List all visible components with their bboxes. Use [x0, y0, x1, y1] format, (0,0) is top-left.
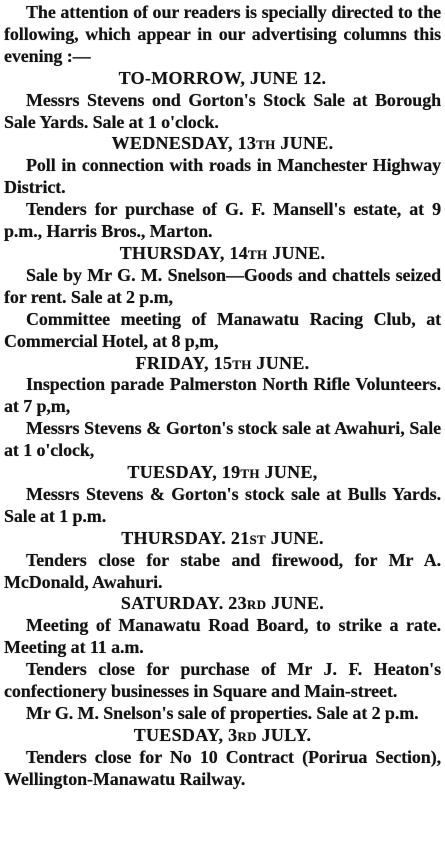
notice-stock-sale-borough: Messrs Stevens ond Gorton's Stock Sale at Borough Sale Yards. Sale at 1 o'clock. — [4, 89, 441, 132]
date-heading-june-15: FRIDAY, 15th JUNE. — [135, 352, 310, 373]
notice-snelson-goods-sale: Sale by Mr G. M. Snelson—Goods and chattels seized for rent. Sale at 2 p.m, — [4, 264, 441, 307]
date-heading-july-3: TUESDAY, 3rd JULY. — [133, 724, 312, 745]
date-heading-june-13: WEDNESDAY, 13th JUNE. — [111, 133, 334, 154]
notice-racing-club-meeting: Committee meeting of Manawatu Racing Club, at Commercial Hotel, at 8 p,m, — [4, 308, 441, 351]
intro-paragraph: The attention of our readers is specially directed to the following, which appear in our advertising columns this evening :— — [4, 2, 441, 66]
notice-tenders-heaton: Tenders close for purchase of Mr J. F. Heaton's confectionery businesses in Square and Main-street. — [4, 659, 441, 702]
notice-stock-sale-awahuri: Messrs Stevens & Gorton's stock sale at Awahuri, Sale at 1 o'clock, — [4, 418, 441, 461]
notice-railway-contract: Tenders close for No 10 Contract (Porirua Section), Wellington-Manawatu Railway. — [4, 746, 441, 789]
notice-tenders-mcdonald: Tenders close for stabe and firewood, for Mr A. McDonald, Awahuri. — [4, 549, 441, 592]
date-heading-june-12: TO-MORROW, JUNE 12. — [118, 67, 327, 88]
newspaper-column — [4, 2, 441, 791]
notice-road-board-meeting: Meeting of Manawatu Road Board, to strike a rate. Meeting at 11 a.m. — [4, 615, 441, 658]
date-heading-june-19: TUESDAY, 19th JUNE, — [127, 462, 318, 483]
notice-poll-manchester: Poll in connection with roads in Manchester Highway District. — [4, 155, 441, 198]
date-heading-june-23: SATURDAY. 23rd JUNE. — [120, 593, 325, 614]
notice-rifle-inspection: Inspection parade Palmerston North Rifle Volunteers. at 7 p,m, — [4, 374, 441, 417]
date-heading-june-21: THURSDAY. 21st JUNE. — [121, 527, 324, 548]
notice-stock-sale-bulls: Messrs Stevens & Gorton's stock sale at Bulls Yards. Sale at 1 p.m. — [4, 483, 441, 526]
date-heading-june-14: THURSDAY, 14th JUNE. — [119, 242, 326, 263]
notice-tenders-mansell: Tenders for purchase of G. F. Mansell's estate, at 9 p.m., Harris Bros., Marton. — [4, 199, 441, 242]
notice-snelson-properties-sale: Mr G. M. Snelson's sale of properties. Sale at 2 p.m. — [26, 703, 419, 723]
